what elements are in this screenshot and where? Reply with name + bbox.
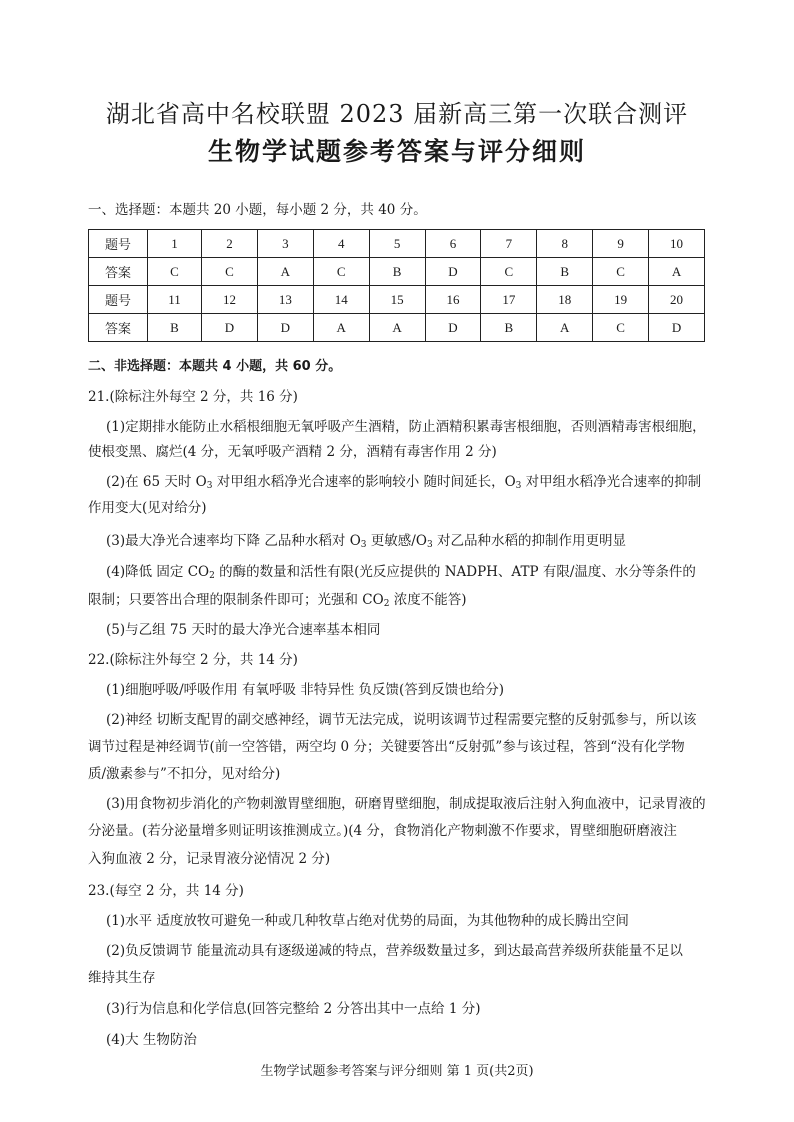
table-cell: 9 (593, 230, 649, 258)
table-cell: 15 (369, 286, 425, 314)
row-label: 答案 (89, 314, 148, 342)
table-cell: D (257, 314, 313, 342)
table-cell: 3 (257, 230, 313, 258)
q22-p2-line1: (2)神经 切断支配胃的副交感神经，调节无法完成，说明该调节过程需要完整的反射弧参与，所以该 (106, 712, 697, 728)
table-cell: 16 (425, 286, 481, 314)
table-cell: 4 (313, 230, 369, 258)
q23-p4: (4)大 生物防治 (106, 1032, 197, 1048)
table-cell: C (148, 258, 202, 286)
text-run: 对乙品种水稻的抑制作用更明显 (432, 533, 626, 549)
q23-p1: (1)水平 适度放牧可避免一种或几种牧草占绝对优势的局面，为其他物种的成长腾出空间 (106, 913, 629, 929)
q21-p2-line1 (106, 472, 701, 492)
table-cell: A (369, 314, 425, 342)
table-cell: B (148, 314, 202, 342)
q21-heading: 21.(除标注外每空 2 分，共 16 分) (88, 389, 298, 405)
q22-p3-line1: (3)用食物初步消化的产物刺激胃壁细胞，研磨胃壁细胞，制成提取液后注射入狗血液中，记录胃液的 (106, 796, 706, 812)
table-cell: 14 (313, 286, 369, 314)
q23-p3: (3)行为信息和化学信息(回答完整给 2 分答出其中一点给 1 分) (106, 1001, 481, 1017)
subscript: 3 (426, 540, 433, 550)
table-cell: 18 (537, 286, 593, 314)
table-cell: C (202, 258, 258, 286)
table-cell: D (202, 314, 258, 342)
subscript: 2 (383, 599, 390, 609)
table-cell: 11 (148, 286, 202, 314)
subscript: 3 (206, 481, 213, 491)
table-cell: A (257, 258, 313, 286)
table-cell: 17 (481, 286, 537, 314)
text-run: 对甲组水稻净光合速率的影响较小 随时间延长，O (212, 474, 516, 490)
q22-p3-line2: 分泌量。(若分泌量增多则证明该推测成立。)(4 分，食物消化产物刺激不作要求，胃壁细胞研磨液注 (88, 823, 677, 839)
table-cell: C (593, 314, 649, 342)
q23-p2-line1: (2)负反馈调节 能量流动具有逐级递减的特点，营养级数量过多，到达最高营养级所获能量不足以 (106, 943, 683, 959)
table-cell: 1 (148, 230, 202, 258)
table-cell: 5 (369, 230, 425, 258)
q22-p2-line2: 调节过程是神经调节(前一空答错，两空均 0 分；关键要答出“反射弧”参与该过程，答到“没有化学物 (88, 739, 685, 755)
table-cell: 10 (649, 230, 705, 258)
page-footer: 生物学试题参考答案与评分细则 第 1 页(共2页) (260, 1064, 534, 1079)
table-cell: 20 (649, 286, 705, 314)
text-run: 浓度不能答) (389, 592, 467, 608)
table-cell: 7 (481, 230, 537, 258)
q22-p3-line3: 入狗血液 2 分，记录胃液分泌情况 2 分) (88, 851, 331, 867)
q21-p3 (106, 531, 626, 551)
table-row-numbers-a (89, 230, 705, 258)
table-cell: 19 (593, 286, 649, 314)
text-run: 对甲组水稻净光合速率的抑制 (521, 474, 702, 490)
section1-heading: 一、选择题：本题共 20 小题，每小题 2 分，共 40 分。 (88, 202, 427, 218)
subscript: 2 (209, 571, 215, 581)
table-cell: 8 (537, 230, 593, 258)
table-cell: B (481, 314, 537, 342)
table-cell: A (313, 314, 369, 342)
q23-p2-line2: 维持其生存 (88, 970, 156, 986)
answer-table (88, 229, 705, 342)
table-row-answers-a (89, 258, 705, 286)
q21-p4-line2 (88, 590, 467, 610)
subscript: 3 (515, 481, 522, 491)
table-cell: C (313, 258, 369, 286)
q22-p1: (1)细胞呼吸/呼吸作用 有氧呼吸 非特异性 负反馈(答到反馈也给分) (106, 682, 505, 698)
table-cell: B (369, 258, 425, 286)
text-run: (3)最大净光合速率均下降 乙品种水稻对 O (106, 533, 361, 549)
q21-p1-line2: 使根变黑、腐烂(4 分，无氧呼吸产酒精 2 分，酒精有毒害作用 2 分) (88, 444, 497, 460)
table-cell: 6 (425, 230, 481, 258)
text-run: (2)在 65 天时 O (106, 474, 207, 490)
q23-heading: 23.(每空 2 分，共 14 分) (88, 883, 244, 899)
document-title-line2: 生物学试题参考答案与评分细则 (207, 137, 586, 166)
table-cell: C (593, 258, 649, 286)
row-label: 题号 (89, 230, 148, 258)
q22-p2-line3: 质/激素参与”不扣分，见对给分) (88, 766, 281, 782)
table-row-answers-b (89, 314, 705, 342)
table-cell: D (649, 314, 705, 342)
q22-heading: 22.(除标注外每空 2 分，共 14 分) (88, 652, 298, 668)
text-run: 限制；只要答出合理的限制条件即可；光强和 CO (88, 592, 384, 608)
q21-p5: (5)与乙组 75 天时的最大净光合速率基本相同 (106, 622, 381, 638)
section2-heading: 二、非选择题：本题共 4 小题，共 60 分。 (88, 359, 342, 374)
table-cell: 12 (202, 286, 258, 314)
row-label: 题号 (89, 286, 148, 314)
table-cell: C (481, 258, 537, 286)
text-run: 更敏感/O (366, 533, 427, 549)
subscript: 3 (360, 540, 367, 550)
row-label: 答案 (89, 258, 148, 286)
table-cell: 13 (257, 286, 313, 314)
document-title-line1: 湖北省高中名校联盟 2023 届新高三第一次联合测评 (105, 100, 689, 128)
table-cell: A (537, 314, 593, 342)
q21-p1-line1: (1)定期排水能防止水稻根细胞无氧呼吸产生酒精，防止酒精积累毒害根细胞，否则酒精毒害根细胞， (106, 419, 706, 435)
table-cell: 2 (202, 230, 258, 258)
table-cell: D (425, 258, 481, 286)
table-cell: B (537, 258, 593, 286)
text-run: (4)降低 固定 CO (106, 564, 210, 580)
q21-p2-line2: 作用变大(见对给分) (88, 500, 207, 516)
table-cell: A (649, 258, 705, 286)
q21-p4-line1 (106, 562, 696, 582)
table-row-numbers-b (89, 286, 705, 314)
table-cell: D (425, 314, 481, 342)
text-run: 的酶的数量和活性有限(光反应提供的 NADPH、ATP 有限/温度、水分等条件的 (214, 564, 696, 580)
